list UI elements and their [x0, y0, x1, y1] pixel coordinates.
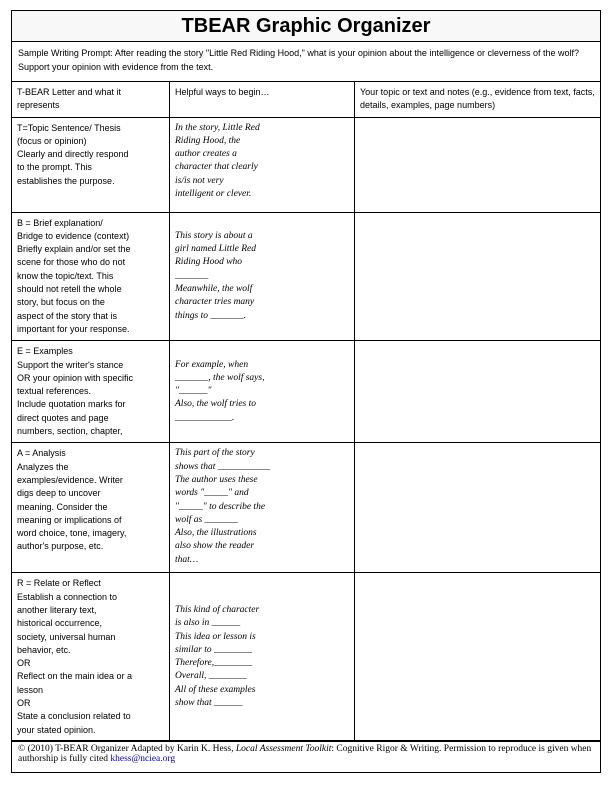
text-line: meaning or implications of — [17, 514, 122, 525]
text-line: Analyzes the — [17, 461, 69, 472]
text-line: that… — [175, 554, 199, 565]
text-line: Meanwhile, the wolf — [175, 284, 253, 295]
text-line: R = Relate or Reflect — [17, 578, 101, 589]
text-line: _______ — [175, 270, 209, 281]
text-line: story, but focus on the — [17, 297, 105, 308]
text-line — [175, 577, 349, 590]
text-line: "_____" to describe the — [175, 501, 266, 512]
text-line: ____________. — [175, 412, 235, 423]
footer-citation — [12, 740, 600, 772]
header-letter: T-BEAR Letter and what it represents — [12, 82, 170, 117]
text-line — [175, 591, 349, 604]
text-line: OR your opinion with specific — [17, 372, 134, 383]
text-line: scene for those who do not — [17, 257, 126, 268]
text-line: OR — [17, 658, 31, 669]
text-line: Riding Hood, the — [175, 135, 241, 146]
letter-cell — [12, 117, 170, 212]
notes-cell[interactable] — [355, 212, 601, 341]
notes-cell[interactable] — [355, 341, 601, 443]
notes-cell[interactable] — [355, 573, 601, 742]
text-line: This part of the story — [175, 448, 255, 459]
text-line: A = Analysis — [17, 448, 66, 459]
text-line: textual references. — [17, 386, 92, 397]
cue-cell — [170, 573, 355, 742]
text-line: behavior, etc. — [17, 644, 71, 655]
text-line: Overall, ________ — [175, 671, 247, 682]
text-line — [175, 217, 349, 230]
text-line: words "_____" and — [175, 488, 249, 499]
text-line: word choice, tone, imagery, — [17, 528, 127, 539]
page-title: TBEAR Graphic Organizer — [12, 11, 600, 42]
table-row — [12, 341, 600, 443]
organizer-frame — [11, 10, 601, 773]
text-line: aspect of the story that is — [17, 310, 118, 321]
text-line: Also, the illustrations — [175, 528, 257, 539]
writing-prompt: Sample Writing Prompt: After reading the story "Little Red Riding Hood," what is your opinion about the intelligence or cleverness of the wolf? Support your opinion with evidence from the text. — [12, 42, 600, 82]
cue-cell — [170, 443, 355, 573]
text-line: All of these examples — [175, 684, 256, 695]
text-line: Establish a connection to — [17, 591, 118, 602]
text-line: T=Topic Sentence/ Thesis — [17, 122, 121, 133]
text-line: Include quotation marks for — [17, 399, 126, 410]
footer-book-title: Local Assessment Toolkit — [235, 744, 332, 754]
author-email-link[interactable]: khess@nciea.org — [110, 754, 176, 764]
text-line: OR — [17, 698, 31, 709]
cue-cell — [170, 341, 355, 443]
text-line: "______" — [175, 386, 212, 397]
text-line: This kind of character — [175, 604, 260, 615]
text-line: another literary text, — [17, 604, 97, 615]
text-line: Also, the wolf tries to — [175, 399, 257, 410]
text-line: author's purpose, etc. — [17, 541, 104, 552]
text-line: digs deep to uncover — [17, 488, 101, 499]
organizer-table — [12, 82, 600, 742]
text-line: to the prompt. This — [17, 162, 92, 173]
header-row — [12, 82, 600, 117]
table-row — [12, 443, 600, 573]
text-line — [175, 345, 349, 358]
text-line: This story is about a — [175, 230, 253, 241]
text-line: State a conclusion related to — [17, 711, 131, 722]
letter-cell — [12, 212, 170, 341]
text-line: society, universal human — [17, 631, 116, 642]
text-line: The author uses these — [175, 474, 258, 485]
text-line: In the story, Little Red — [175, 122, 260, 133]
letter-cell — [12, 573, 170, 742]
text-line: lesson — [17, 684, 44, 695]
text-line: should not retell the whole — [17, 284, 122, 295]
text-line: important for your response. — [17, 323, 130, 334]
footer-text: : Cognitive Rigor & Writing. Permission to reproduce is given when authorship is fully cited — [18, 744, 592, 764]
text-line: establishes the purpose. — [17, 175, 115, 186]
cue-cell — [170, 117, 355, 212]
text-line: Bridge to evidence (context) — [17, 230, 130, 241]
text-line: _______, the wolf says, — [175, 372, 265, 383]
cue-cell — [170, 212, 355, 341]
text-line: is also in ______ — [175, 618, 241, 629]
footer-text: © (2010) T-BEAR Organizer Adapted by Karin K. Hess, — [18, 744, 236, 754]
text-line: is/is not very — [175, 175, 224, 186]
text-line: character that clearly — [175, 162, 258, 173]
text-line: author creates a — [175, 149, 237, 160]
text-line: shows that ___________ — [175, 461, 271, 472]
text-line: meaning. Consider the — [17, 501, 108, 512]
text-line: intelligent or clever. — [175, 189, 252, 200]
text-line: B = Brief explanation/ — [17, 217, 103, 228]
text-line: know the topic/text. This — [17, 270, 114, 281]
letter-cell — [12, 341, 170, 443]
text-line: character tries many — [175, 297, 255, 308]
text-line: Support the writer's stance — [17, 359, 124, 370]
table-row — [12, 573, 600, 742]
text-line: similar to ________ — [175, 644, 253, 655]
text-line: This idea or lesson is — [175, 631, 256, 642]
header-notes: Your topic or text and notes (e.g., evidence from text, facts, details, examples, page numbers) — [355, 82, 601, 117]
text-line: E = Examples — [17, 346, 73, 357]
text-line: things to _______. — [175, 310, 246, 321]
text-line: direct quotes and page — [17, 412, 109, 423]
text-line: (focus or opinion) — [17, 135, 87, 146]
text-line: girl named Little Red — [175, 244, 257, 255]
text-line: also show the reader — [175, 541, 255, 552]
notes-cell[interactable] — [355, 443, 601, 573]
table-row — [12, 117, 600, 212]
text-line: examples/evidence. Writer — [17, 474, 123, 485]
text-line: wolf as _______ — [175, 514, 238, 525]
text-line: Clearly and directly respond — [17, 149, 129, 160]
text-line: For example, when — [175, 359, 249, 370]
text-line: Briefly explain and/or set the — [17, 244, 131, 255]
text-line: historical occurrence, — [17, 618, 103, 629]
letter-cell — [12, 443, 170, 573]
notes-cell[interactable] — [355, 117, 601, 212]
text-line: numbers, section, chapter, — [17, 426, 123, 437]
header-begin: Helpful ways to begin… — [170, 82, 355, 117]
text-line: Riding Hood who — [175, 257, 243, 268]
table-row — [12, 212, 600, 341]
text-line: your stated opinion. — [17, 724, 96, 735]
text-line: show that ______ — [175, 698, 243, 709]
text-line: Reflect on the main idea or a — [17, 671, 133, 682]
text-line: Therefore,________ — [175, 658, 253, 669]
